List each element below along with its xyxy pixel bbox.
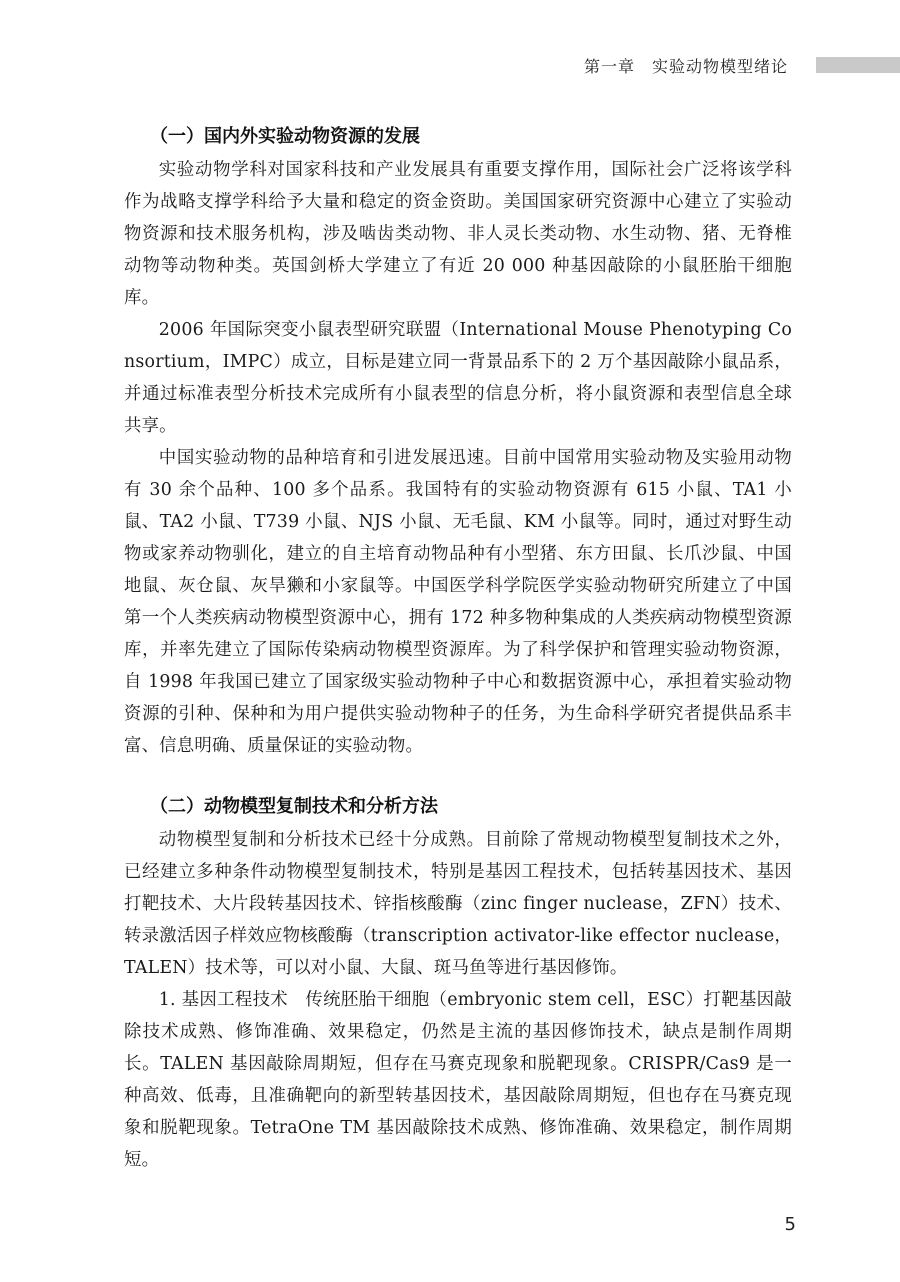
item-title: 1. 基因工程技术 [158, 990, 289, 1010]
chapter-title: 第一章 实验动物模型绪论 [583, 57, 788, 76]
paragraph-2: 2006 年国际突变小鼠表型研究联盟（International Mouse Phenotyping Consortium，IMPC）成立，目标是建立同一背景品系下的 2 万个基因敲除小鼠品系，并通过标准表型分析技术完成所有小鼠表型的信息分析，将小鼠资源和表型信息全球共享。 [124, 320, 792, 436]
running-header [0, 52, 900, 82]
page-number: 5 [784, 1214, 796, 1235]
section-heading-2: （二）动物模型复制技术和分析方法 [150, 796, 438, 817]
paragraph-3: 中国实验动物的品种培育和引进发展迅速。目前中国常用实验动物及实验用动物有 30 余个品种、100 多个品系。我国特有的实验动物资源有 615 小鼠、TA1 小鼠、TA2 小鼠、T739 小鼠、NJS 小鼠、无毛鼠、KM 小鼠等。同时，通过对野生动物或家养动物驯化，建立的自主培育动物品种有小型猪、东方田鼠、长爪沙鼠、中国地鼠、灰仓鼠、灰旱獭和小家鼠等。中国医学科学院医学实验动物研究所建立了中国第一个人类疾病动物模型资源中心，拥有 172 种多物种集成的人类疾病动物模型资源库，并率先建立了国际传染病动物模型资源库。为了科学保护和管理实验动物资源，自 1998 年我国已建立了国家级实验动物种子中心和数据资源中心，承担着实验动物资源的引种、保种和为用户提供实验动物种子的任务，为生命科学研究者提供品系丰富、信息明确、质量保证的实验动物。 [124, 448, 792, 756]
page-content [124, 120, 792, 1176]
item-body: 传统胚胎干细胞（embryonic stem cell，ESC）打靶基因敲除技术成熟、修饰准确、效果稳定，仍然是主流的基因修饰技术，缺点是制作周期长。TALEN 基因敲除周期短，但存在马赛克现象和脱靶现象。CRISPR/Cas9 是一种高效、低毒，且准确靶向的新型转基因技术，基因敲除周期短，但也存在马赛克现象和脱靶现象。TetraOne TM 基因敲除技术成熟、修饰准确、效果稳定，制作周期短。 [124, 990, 793, 1170]
header-bar [816, 57, 900, 73]
paragraph-4: 动物模型复制和分析技术已经十分成熟。目前除了常规动物模型复制技术之外，已经建立多种条件动物模型复制技术，特别是基因工程技术，包括转基因技术、基因打靶技术、大片段转基因技术、锌指核酸酶（zinc finger nuclease，ZFN）技术、转录激活因子样效应物核酸酶（transcription activator-like effector nuclease，TALEN）技术等，可以对小鼠、大鼠、斑马鱼等进行基因修饰。 [124, 830, 792, 978]
section-heading-1: （一）国内外实验动物资源的发展 [150, 126, 420, 147]
paragraph-1: 实验动物学科对国家科技和产业发展具有重要支撑作用，国际社会广泛将该学科作为战略支撑学科给予大量和稳定的资金资助。美国国家研究资源中心建立了实验动物资源和技术服务机构，涉及啮齿类动物、非人灵长类动物、水生动物、猪、无脊椎动物等动物种类。英国剑桥大学建立了有近 20 000 种基因敲除的小鼠胚胎干细胞库。 [124, 160, 792, 308]
paragraph-5 [124, 984, 792, 1176]
